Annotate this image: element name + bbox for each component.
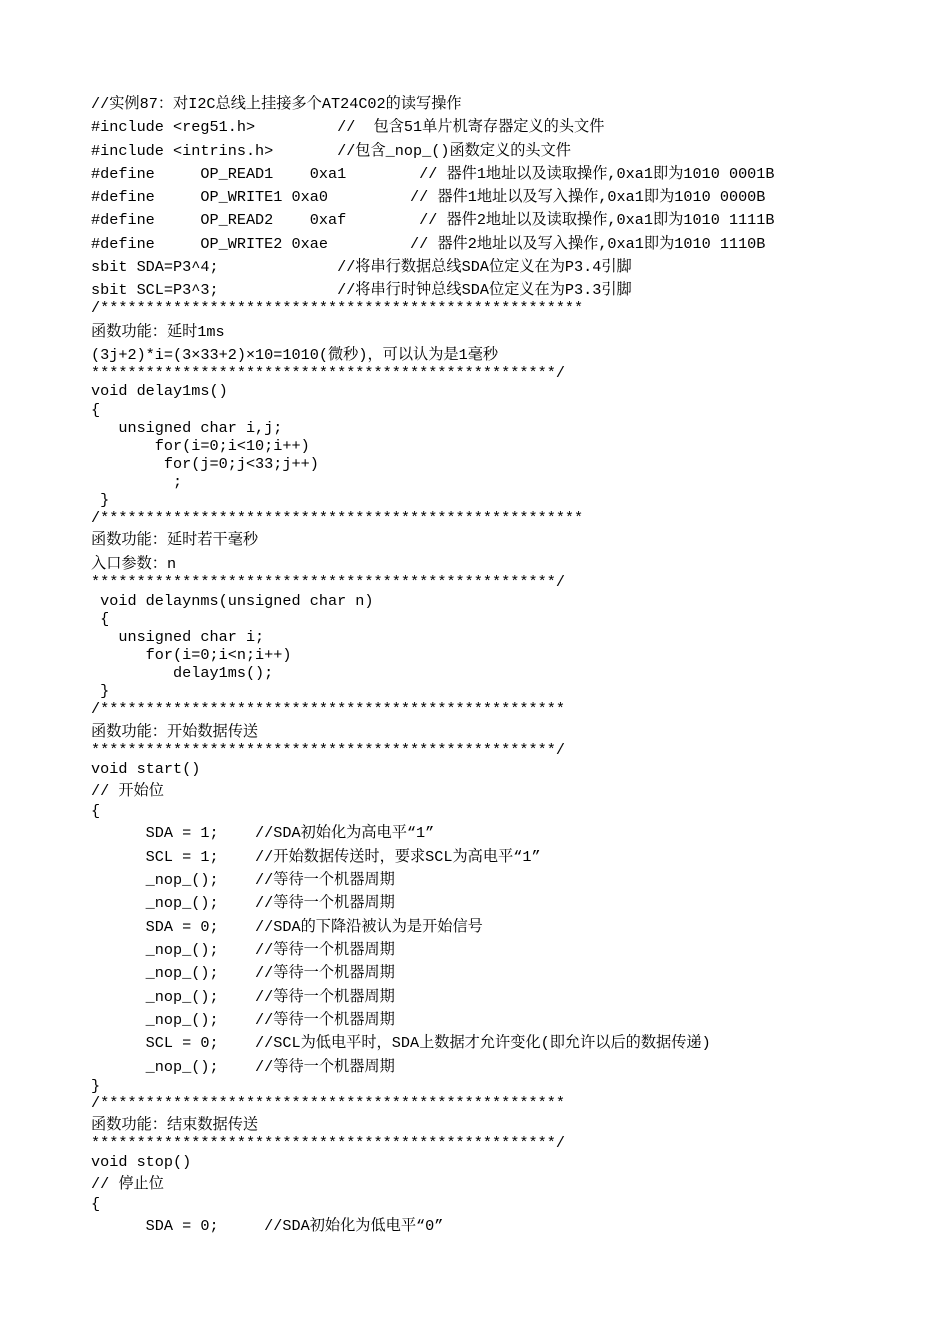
code-line: 函数功能：延时若干毫秒 bbox=[91, 531, 259, 549]
comment-divider: /*************************************************** bbox=[91, 700, 565, 718]
code-line: void stop() bbox=[91, 1153, 192, 1171]
comment-divider: /***************************************************** bbox=[91, 509, 584, 527]
code-line: SCL = 0; //SCL为低电平时，SDA上数据才允许变化(即允许以后的数据传递) bbox=[91, 1034, 711, 1052]
code-line: SCL = 1; //开始数据传送时，要求SCL为高电平“1” bbox=[91, 848, 541, 866]
code-line: sbit SDA=P3^4; //将串行数据总线SDA位定义在为P3.4引脚 bbox=[91, 258, 632, 276]
code-line: _nop_(); //等待一个机器周期 bbox=[91, 1011, 395, 1029]
code-line: // 开始位 bbox=[91, 782, 164, 800]
code-line: #define OP_WRITE2 0xae // 器件2地址以及写入操作,0xa1即为1010 1110B bbox=[91, 235, 766, 253]
code-line: #define OP_READ1 0xa1 // 器件1地址以及读取操作,0xa1即为1010 0001B bbox=[91, 165, 775, 183]
code-line: { bbox=[91, 401, 101, 419]
code-line: 函数功能：延时1ms bbox=[91, 323, 225, 341]
code-line: _nop_(); //等待一个机器周期 bbox=[91, 988, 395, 1006]
code-line: void delaynms(unsigned char n) bbox=[91, 592, 374, 610]
code-line: _nop_(); //等待一个机器周期 bbox=[91, 894, 395, 912]
code-line: _nop_(); //等待一个机器周期 bbox=[91, 964, 395, 982]
code-line: SDA = 1; //SDA初始化为高电平“1” bbox=[91, 824, 435, 842]
code-line: } bbox=[91, 682, 110, 700]
code-line: SDA = 0; //SDA初始化为低电平“0” bbox=[91, 1217, 444, 1235]
code-line: #include <reg51.h> // 包含51单片机寄存器定义的头文件 bbox=[91, 118, 605, 136]
code-line: 函数功能：结束数据传送 bbox=[91, 1116, 259, 1134]
comment-divider: ***************************************************/ bbox=[91, 573, 565, 591]
code-line: for(j=0;j<33;j++) bbox=[91, 455, 319, 473]
code-line: 入口参数：n bbox=[91, 555, 177, 573]
code-line: SDA = 0; //SDA的下降沿被认为是开始信号 bbox=[91, 918, 483, 936]
code-line: for(i=0;i<n;i++) bbox=[91, 646, 292, 664]
code-line: { bbox=[91, 802, 101, 820]
code-line: for(i=0;i<10;i++) bbox=[91, 437, 310, 455]
code-line: unsigned char i; bbox=[91, 628, 265, 646]
code-line: { bbox=[91, 1195, 101, 1213]
code-line: (3j+2)*i=(3×33+2)×10=1010(微秒)，可以认为是1毫秒 bbox=[91, 346, 499, 364]
code-line: _nop_(); //等待一个机器周期 bbox=[91, 871, 395, 889]
code-line: ; bbox=[91, 473, 183, 491]
code-line: } bbox=[91, 1077, 101, 1095]
code-line: } bbox=[91, 491, 110, 509]
code-line: #define OP_WRITE1 0xa0 // 器件1地址以及写入操作,0xa1即为1010 0000B bbox=[91, 188, 766, 206]
code-line: delay1ms(); bbox=[91, 664, 274, 682]
code-line: void start() bbox=[91, 760, 201, 778]
code-line: { bbox=[91, 610, 110, 628]
code-line: #include <intrins.h> //包含_nop_()函数定义的头文件 bbox=[91, 142, 571, 160]
comment-divider: ***************************************************/ bbox=[91, 741, 565, 759]
comment-divider: ***************************************************/ bbox=[91, 364, 565, 382]
comment-divider: /***************************************************** bbox=[91, 299, 584, 317]
code-line: sbit SCL=P3^3; //将串行时钟总线SDA位定义在为P3.3引脚 bbox=[91, 281, 632, 299]
code-line: void delay1ms() bbox=[91, 382, 228, 400]
code-line: _nop_(); //等待一个机器周期 bbox=[91, 1058, 395, 1076]
code-line: //实例87：对I2C总线上挂接多个AT24C02的读写操作 bbox=[91, 95, 462, 113]
code-line: // 停止位 bbox=[91, 1175, 164, 1193]
code-line: #define OP_READ2 0xaf // 器件2地址以及读取操作,0xa1即为1010 1111B bbox=[91, 211, 775, 229]
comment-divider: ***************************************************/ bbox=[91, 1134, 565, 1152]
comment-divider: /*************************************************** bbox=[91, 1094, 565, 1112]
code-line: unsigned char i,j; bbox=[91, 419, 283, 437]
code-line: 函数功能：开始数据传送 bbox=[91, 723, 259, 741]
code-line: _nop_(); //等待一个机器周期 bbox=[91, 941, 395, 959]
